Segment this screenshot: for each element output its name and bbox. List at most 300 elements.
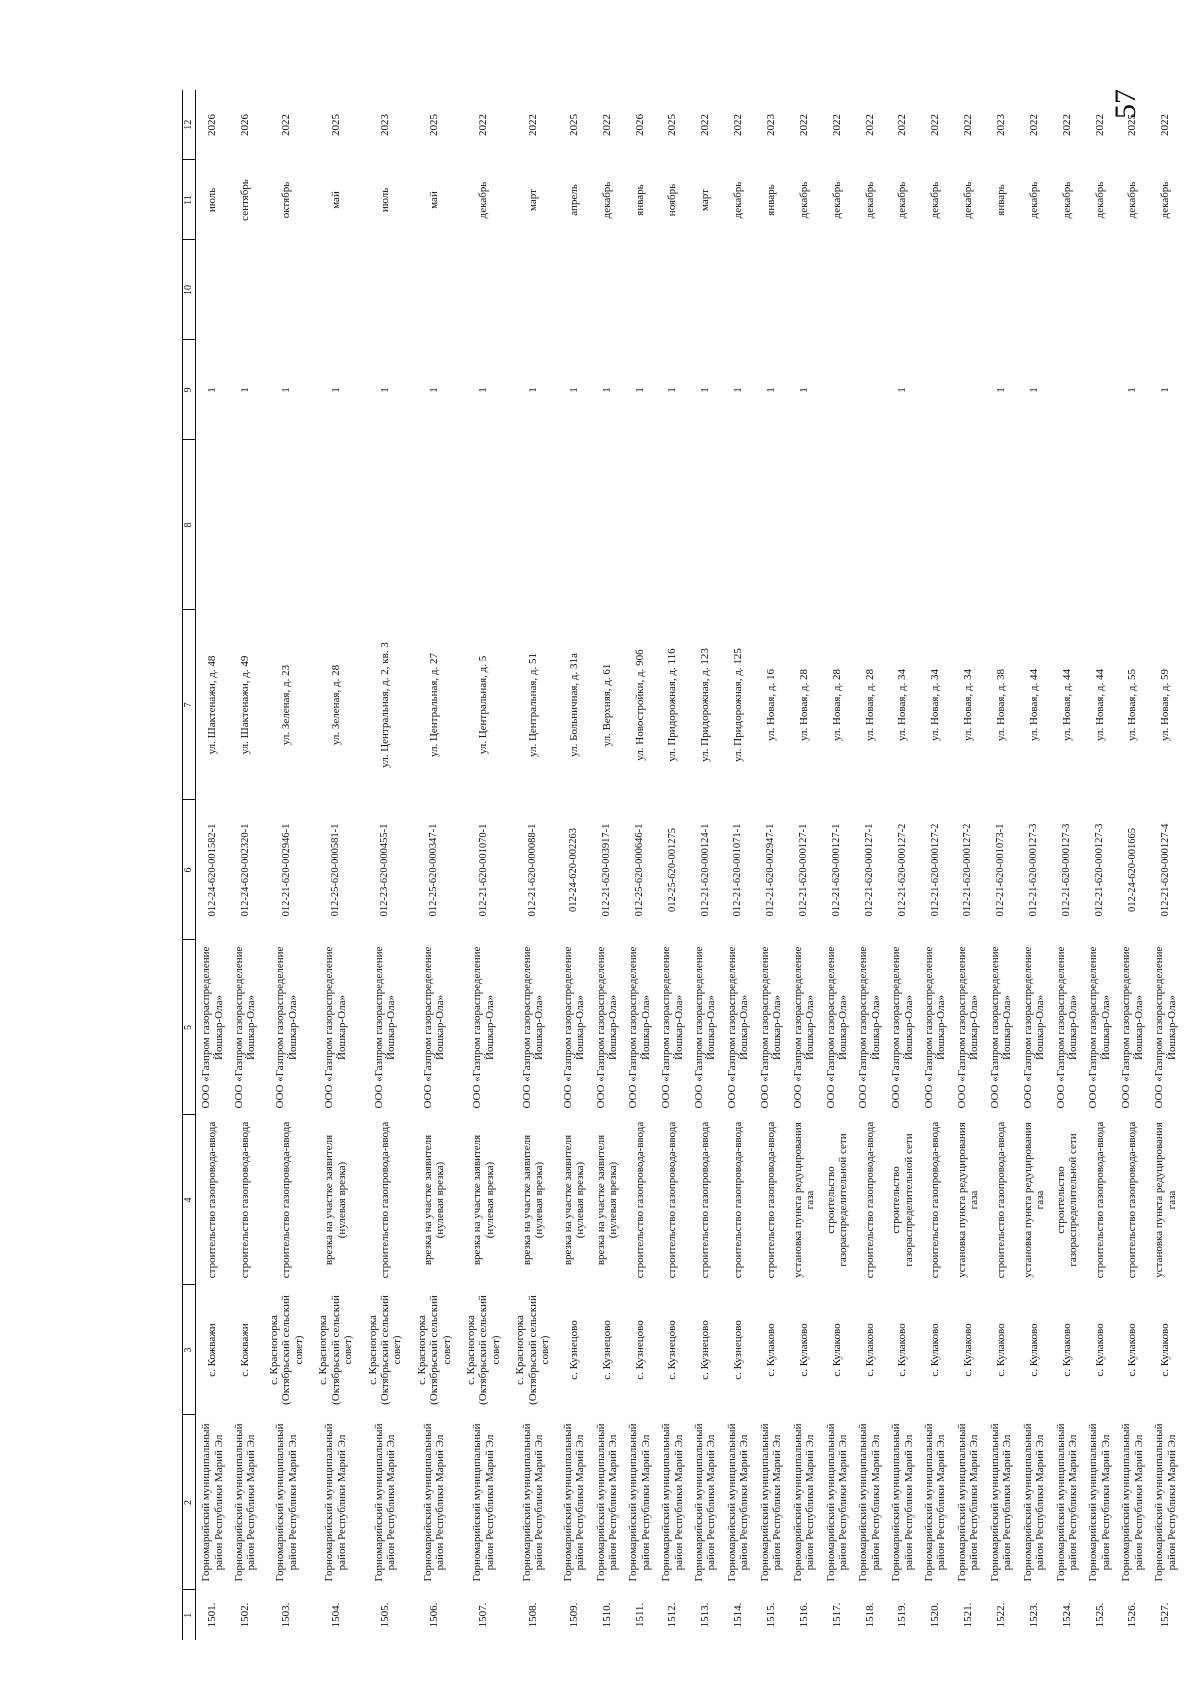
row-number-cell: 1510. xyxy=(600,1602,613,1628)
work-type-cell: строительство газопровода-ввода xyxy=(732,1121,745,1279)
work-type-cell: врезка на участке заявителя (нулевая врезка) xyxy=(594,1134,619,1266)
work-type-cell: установка пункта редуцирования газа xyxy=(955,1122,981,1278)
address-cell: ул. Верхняя, д. 61 xyxy=(600,663,613,747)
column-header-1: 1 xyxy=(183,1590,196,1640)
settlement-cell: с. Кулаково xyxy=(1093,1323,1106,1377)
settlement-cell: с. Кулаково xyxy=(1126,1323,1139,1377)
row-number-cell: 1501. xyxy=(206,1602,219,1628)
address-cell: ул. Новая, д. 28 xyxy=(863,668,876,742)
month-cell: ноябрь xyxy=(666,183,679,217)
district-cell: Горномарийский муниципальный район Республики Марий Эл xyxy=(988,1423,1014,1582)
month-cell: январь xyxy=(633,184,646,216)
organization-cell: ООО «Газпром газораспределение Йошкар-Ола» xyxy=(200,946,225,1109)
year-cell: 2022 xyxy=(962,114,975,136)
address-cell: ул. Новая, д. 44 xyxy=(1093,668,1106,742)
district-cell: Горномарийский муниципальный район Республики Марий Эл xyxy=(693,1423,718,1582)
column-9-cell: 1 xyxy=(764,387,777,393)
column-9-cell: 1 xyxy=(699,387,712,393)
column-10-cell xyxy=(459,240,508,340)
organization-cell: ООО «Газпром газораспределение Йошкар-Ола» xyxy=(627,946,652,1109)
organization-cell: ООО «Газпром газораспределение Йошкар-Ола» xyxy=(923,946,948,1109)
row-number-cell: 1517. xyxy=(830,1602,843,1628)
settlement-cell: с. Кулаково xyxy=(1159,1323,1172,1377)
address-cell: ул. Новая, д. 34 xyxy=(962,668,975,742)
application-code-cell: 012-21-620-000127-3 xyxy=(1061,823,1072,917)
year-cell: 2025 xyxy=(567,114,580,136)
application-code-cell: 012-21-620-000127-4 xyxy=(1159,823,1171,917)
column-9-cell: 1 xyxy=(1027,387,1040,393)
application-code-cell: 012-24-620-002320-1 xyxy=(239,823,251,917)
month-cell: декабрь xyxy=(1159,181,1172,219)
year-cell: 2022 xyxy=(863,114,876,136)
year-cell: 2022 xyxy=(1027,114,1040,136)
row-number-cell: 1522. xyxy=(995,1602,1007,1628)
year-cell: 2026 xyxy=(239,114,252,136)
column-header-5: 5 xyxy=(183,940,196,1115)
address-cell: ул. Новая, д. 16 xyxy=(764,668,777,742)
column-10-cell xyxy=(689,240,722,340)
column-10-cell xyxy=(853,240,886,340)
year-cell: 2022 xyxy=(526,114,539,136)
month-cell: октябрь xyxy=(280,181,293,219)
district-cell: Горномарийский муниципальный район Республики Марий Эл xyxy=(627,1423,652,1582)
column-10-cell xyxy=(590,240,623,340)
row-number-cell: 1506. xyxy=(428,1602,441,1628)
year-cell: 2025 xyxy=(666,114,679,136)
district-cell: Горномарийский муниципальный район Республики Марий Эл xyxy=(1087,1423,1112,1582)
settlement-cell: с. Красногорка (Октябрьский сельский совет) xyxy=(366,1295,404,1405)
district-cell: Горномарийский муниципальный район Республики Марий Эл xyxy=(955,1423,981,1582)
organization-cell: ООО «Газпром газораспределение Йошкар-Ола» xyxy=(372,946,398,1109)
work-type-cell: строительство газопровода-ввода xyxy=(1126,1121,1139,1279)
organization-cell: ООО «Газпром газораспределение Йошкар-Ола» xyxy=(1021,946,1047,1109)
table-row xyxy=(1116,90,1149,1640)
month-cell: апрель xyxy=(567,184,580,216)
address-cell: ул. Новая, д. 34 xyxy=(929,668,942,742)
row-number-cell: 1511. xyxy=(633,1602,646,1628)
column-9-cell: 1 xyxy=(477,387,490,393)
application-code-cell: 012-21-620-000127-1 xyxy=(863,823,875,917)
row-number-cell: 1518. xyxy=(863,1602,876,1628)
year-cell: 2026 xyxy=(206,114,219,136)
column-8-cell xyxy=(820,440,853,610)
row-number-cell: 1509. xyxy=(567,1602,580,1628)
column-header-12: 12 xyxy=(183,90,196,160)
column-10-cell xyxy=(1083,240,1116,340)
year-cell: 2022 xyxy=(280,114,293,136)
table-row xyxy=(262,90,311,1640)
column-8-cell xyxy=(919,440,952,610)
column-8-cell xyxy=(360,440,409,610)
work-type-cell: строительство газопровода-ввода xyxy=(764,1121,777,1279)
column-10-cell xyxy=(623,240,656,340)
row-number-cell: 1527. xyxy=(1159,1602,1172,1628)
settlement-cell: с. Кузнецово xyxy=(666,1320,679,1380)
column-10-cell xyxy=(985,240,1018,340)
application-code-cell: 012-21-620-000127-3 xyxy=(1028,823,1040,917)
settlement-cell: с. Кулаково xyxy=(797,1323,810,1377)
organization-cell: ООО «Газпром газораспределение Йошкар-Ола» xyxy=(1087,946,1112,1109)
column-10-cell xyxy=(952,240,985,340)
column-8-cell xyxy=(262,440,311,610)
column-9-cell xyxy=(1083,340,1116,440)
organization-cell: ООО «Газпром газораспределение Йошкар-Ола» xyxy=(233,946,258,1109)
column-8-cell xyxy=(459,440,508,610)
table-row xyxy=(722,90,755,1640)
settlement-cell: с. Кожважи xyxy=(239,1323,252,1377)
table-row xyxy=(229,90,262,1640)
table-row xyxy=(755,90,788,1640)
district-cell: Горномарийский муниципальный район Республики Марий Эл xyxy=(758,1423,784,1582)
column-10-cell xyxy=(1149,240,1182,340)
row-number-cell: 1503. xyxy=(280,1602,293,1628)
month-cell: декабрь xyxy=(863,181,876,219)
row-number-cell: 1515. xyxy=(764,1602,777,1628)
settlement-cell: с. Красногорка (Октябрьский сельский совет) xyxy=(268,1295,305,1405)
column-10-cell xyxy=(1116,240,1149,340)
column-9-cell: 1 xyxy=(600,387,613,393)
column-9-cell xyxy=(952,340,985,440)
application-code-cell: 012-23-620-000455-1 xyxy=(379,823,391,917)
row-number-cell: 1526. xyxy=(1126,1602,1139,1628)
month-cell: май xyxy=(428,191,441,209)
column-header-9: 9 xyxy=(183,340,196,440)
year-cell: 2022 xyxy=(1159,114,1172,136)
address-cell: ул. Зеленая, д. 28 xyxy=(329,664,342,746)
district-cell: Горномарийский муниципальный район Республики Марий Эл xyxy=(1120,1423,1145,1582)
year-cell: 2023 xyxy=(995,114,1007,136)
settlement-cell: с. Кулаково xyxy=(929,1323,942,1377)
district-cell: Горномарийский муниципальный район Республики Марий Эл xyxy=(660,1423,685,1582)
column-10-cell xyxy=(1050,240,1083,340)
organization-cell: ООО «Газпром газораспределение Йошкар-Ола» xyxy=(890,946,915,1109)
work-type-cell: врезка на участке заявителя (нулевая врезка) xyxy=(561,1134,586,1266)
column-9-cell: 1 xyxy=(797,387,810,393)
table-row xyxy=(985,90,1018,1640)
organization-cell: ООО «Газпром газораспределение Йошкар-Ола» xyxy=(725,946,751,1109)
work-type-cell: строительство газопровода-ввода xyxy=(929,1121,942,1279)
year-cell: 2022 xyxy=(699,114,712,136)
address-cell: ул. Центральная, д. 2, кв. 3 xyxy=(378,642,391,768)
table-row xyxy=(360,90,409,1640)
column-8-cell xyxy=(788,440,821,610)
column-header-10: 10 xyxy=(183,240,196,340)
application-code-cell: 012-21-620-000127-2 xyxy=(896,823,908,917)
organization-cell: ООО «Газпром газораспределение Йошкар-Ола» xyxy=(857,946,882,1109)
month-cell: июль xyxy=(378,187,391,213)
column-9-cell: 1 xyxy=(732,387,745,393)
table-row xyxy=(508,90,557,1640)
settlement-cell: с. Красногорка (Октябрьский сельский совет) xyxy=(415,1295,453,1405)
organization-cell: ООО «Газпром газораспределение Йошкар-Ола» xyxy=(471,946,496,1109)
row-number-cell: 1502. xyxy=(239,1602,252,1628)
work-type-cell: строительство газопровода-ввода xyxy=(378,1121,391,1279)
column-10-cell xyxy=(722,240,755,340)
column-9-cell: 1 xyxy=(896,387,909,393)
column-10-cell xyxy=(360,240,409,340)
district-cell: Горномарийский муниципальный район Республики Марий Эл xyxy=(1054,1423,1079,1582)
column-9-cell: 1 xyxy=(1126,387,1139,393)
row-number-cell: 1521. xyxy=(962,1602,975,1628)
month-cell: сентябрь xyxy=(239,179,252,221)
column-9-cell: 1 xyxy=(633,387,646,393)
column-8-cell xyxy=(656,440,689,610)
organization-cell: ООО «Газпром газораспределение Йошкар-Ола» xyxy=(791,946,816,1109)
district-cell: Горномарийский муниципальный район Республики Марий Эл xyxy=(422,1423,447,1582)
application-code-cell: 012-21-620-001070-1 xyxy=(477,823,489,917)
month-cell: декабрь xyxy=(1060,181,1073,219)
year-cell: 2023 xyxy=(764,114,777,136)
district-cell: Горномарийский муниципальный район Республики Марий Эл xyxy=(200,1423,225,1582)
month-cell: декабрь xyxy=(600,181,613,219)
organization-cell: ООО «Газпром газораспределение Йошкар-Ола» xyxy=(758,946,784,1109)
work-type-cell: врезка на участке заявителя (нулевая врезка) xyxy=(323,1134,348,1266)
table-row xyxy=(590,90,623,1640)
column-9-cell xyxy=(853,340,886,440)
district-cell: Горномарийский муниципальный район Республики Марий Эл xyxy=(725,1423,751,1582)
organization-cell: ООО «Газпром газораспределение Йошкар-Ола» xyxy=(693,946,718,1109)
work-type-cell: строительство газораспределительной сети xyxy=(824,1133,849,1267)
column-9-cell: 1 xyxy=(239,387,252,393)
column-8-cell xyxy=(1083,440,1116,610)
application-code-cell: 012-21-620-001073-1 xyxy=(995,823,1007,917)
settlement-cell: с. Кузнецово xyxy=(600,1320,613,1380)
column-8-cell xyxy=(311,440,360,610)
application-code-cell: 012-21-620-000127-1 xyxy=(798,823,810,917)
application-code-cell: 012-25-620-000347-1 xyxy=(428,823,440,917)
column-10-cell xyxy=(788,240,821,340)
column-9-cell xyxy=(1050,340,1083,440)
settlement-cell: с. Кузнецово xyxy=(567,1320,580,1380)
row-number-cell: 1523. xyxy=(1027,1602,1040,1628)
organization-cell: ООО «Газпром газораспределение Йошкар-Ола» xyxy=(988,946,1014,1109)
month-cell: декабрь xyxy=(1126,181,1139,219)
schedule-table xyxy=(182,90,1182,1640)
application-code-cell: 012-24-620-001665 xyxy=(1126,828,1138,912)
settlement-cell: с. Кулаково xyxy=(830,1323,843,1377)
year-cell: 2023 xyxy=(378,114,391,136)
district-cell: Горномарийский муниципальный район Республики Марий Эл xyxy=(323,1423,348,1582)
column-10-cell xyxy=(196,240,230,340)
year-cell: 2022 xyxy=(1060,114,1073,136)
address-cell: ул. Новая, д. 38 xyxy=(995,668,1007,742)
application-code-cell: 012-21-620-000127-1 xyxy=(830,823,842,917)
table-row xyxy=(689,90,722,1640)
district-cell: Горномарийский муниципальный район Республики Марий Эл xyxy=(824,1423,849,1582)
column-8-cell xyxy=(689,440,722,610)
column-8-cell xyxy=(853,440,886,610)
district-cell: Горномарийский муниципальный район Республики Марий Эл xyxy=(923,1423,948,1582)
settlement-cell: с. Кулаково xyxy=(962,1323,975,1377)
organization-cell: ООО «Газпром газораспределение Йошкар-Ола» xyxy=(1153,946,1178,1109)
organization-cell: ООО «Газпром газораспределение Йошкар-Ола» xyxy=(274,946,299,1109)
address-cell: ул. Придорожная, д. 123 xyxy=(699,648,712,762)
year-cell: 2022 xyxy=(830,114,843,136)
organization-cell: ООО «Газпром газораспределение Йошкар-Ола» xyxy=(1120,946,1145,1109)
year-cell: 2025 xyxy=(428,114,441,136)
address-cell: ул. Новая, д. 44 xyxy=(1060,668,1073,742)
column-header-7: 7 xyxy=(183,610,196,800)
application-code-cell: 012-21-620-000088-1 xyxy=(527,823,539,917)
month-cell: декабрь xyxy=(929,181,942,219)
district-cell: Горномарийский муниципальный район Республики Марий Эл xyxy=(471,1423,496,1582)
column-10-cell xyxy=(410,240,459,340)
row-number-cell: 1513. xyxy=(699,1602,712,1628)
row-number-cell: 1520. xyxy=(929,1602,942,1628)
column-9-cell: 1 xyxy=(280,387,293,393)
settlement-cell: с. Кожважи xyxy=(206,1323,219,1377)
application-code-cell: 012-21-620-001071-1 xyxy=(732,823,744,917)
district-cell: Горномарийский муниципальный район Республики Марий Эл xyxy=(594,1423,619,1582)
month-cell: май xyxy=(329,191,342,209)
table-body xyxy=(196,90,1183,1640)
table-row xyxy=(656,90,689,1640)
table-row xyxy=(1083,90,1116,1640)
month-cell: январь xyxy=(764,184,777,216)
settlement-cell: с. Красногорка (Октябрьский сельский совет) xyxy=(317,1295,354,1405)
table-row xyxy=(311,90,360,1640)
year-cell: 2025 xyxy=(1126,114,1139,136)
settlement-cell: с. Кузнецово xyxy=(732,1320,745,1380)
address-cell: ул. Новая, д. 28 xyxy=(797,668,810,742)
work-type-cell: строительство газопровода-ввода xyxy=(280,1121,293,1279)
column-10-cell xyxy=(820,240,853,340)
district-cell: Горномарийский муниципальный район Республики Марий Эл xyxy=(791,1423,816,1582)
application-code-cell: 012-24-620-001582-1 xyxy=(206,823,218,917)
table-row xyxy=(196,90,230,1640)
settlement-cell: с. Кулаково xyxy=(896,1323,909,1377)
column-8-cell xyxy=(196,440,230,610)
column-8-cell xyxy=(623,440,656,610)
month-cell: декабрь xyxy=(732,181,745,219)
year-cell: 2022 xyxy=(600,114,613,136)
district-cell: Горномарийский муниципальный район Республики Марий Эл xyxy=(890,1423,915,1582)
work-type-cell: врезка на участке заявителя (нулевая врезка) xyxy=(471,1134,496,1266)
column-10-cell xyxy=(656,240,689,340)
column-header-11: 11 xyxy=(183,160,196,240)
application-code-cell: 012-21-620-002946-1 xyxy=(280,823,292,917)
column-10-cell xyxy=(558,240,591,340)
column-header-2: 2 xyxy=(183,1415,196,1590)
page-number: 57 xyxy=(1109,89,1142,119)
month-cell: декабрь xyxy=(830,181,843,219)
address-cell: ул. Шактенажи, д. 48 xyxy=(206,655,219,755)
address-cell: ул. Новая, д. 34 xyxy=(896,668,909,742)
settlement-cell: с. Кузнецово xyxy=(699,1320,712,1380)
application-code-cell: 012-25-620-000646-1 xyxy=(633,823,645,917)
column-9-cell: 1 xyxy=(206,387,219,393)
column-9-cell: 1 xyxy=(666,387,679,393)
column-9-cell: 1 xyxy=(567,387,580,393)
settlement-cell: с. Красногорка (Октябрьский сельский совет) xyxy=(514,1295,552,1405)
address-cell: ул. Новая, д. 44 xyxy=(1027,668,1040,742)
table-row xyxy=(410,90,459,1640)
column-10-cell xyxy=(755,240,788,340)
address-cell: ул. Новая, д. 55 xyxy=(1126,668,1139,742)
work-type-cell: строительство газопровода-ввода xyxy=(1093,1121,1106,1279)
row-number-cell: 1504. xyxy=(329,1602,342,1628)
address-cell: ул. Центральная, д. 27 xyxy=(428,652,441,758)
address-cell: ул. Шактенажи, д. 49 xyxy=(239,655,252,755)
address-cell: ул. Больничная, д. 31а xyxy=(567,653,580,757)
organization-cell: ООО «Газпром газораспределение Йошкар-Ола» xyxy=(1054,946,1079,1109)
work-type-cell: строительство газопровода-ввода xyxy=(666,1121,679,1279)
column-8-cell xyxy=(1050,440,1083,610)
table-row xyxy=(623,90,656,1640)
application-code-cell: 012-21-620-003917-1 xyxy=(600,823,612,917)
address-cell: ул. Новая, д. 28 xyxy=(830,668,843,742)
work-type-cell: строительство газораспределительной сети xyxy=(890,1133,915,1267)
application-code-cell: 012-21-620-002947-1 xyxy=(765,823,777,917)
work-type-cell: строительство газопровода-ввода xyxy=(633,1121,646,1279)
month-cell: март xyxy=(526,189,539,211)
month-cell: декабрь xyxy=(962,181,975,219)
organization-cell: ООО «Газпром газораспределение Йошкар-Ола» xyxy=(561,946,586,1109)
month-cell: декабрь xyxy=(1093,181,1106,219)
table-row xyxy=(886,90,919,1640)
year-cell: 2022 xyxy=(797,114,810,136)
year-cell: 2026 xyxy=(633,114,646,136)
work-type-cell: врезка на участке заявителя (нулевая врезка) xyxy=(520,1134,545,1266)
settlement-cell: с. Красногорка (Октябрьский сельский совет) xyxy=(465,1295,502,1405)
column-8-cell xyxy=(952,440,985,610)
district-cell: Горномарийский муниципальный район Республики Марий Эл xyxy=(372,1423,398,1582)
row-number-cell: 1512. xyxy=(666,1602,679,1628)
column-8-cell xyxy=(558,440,591,610)
table-row xyxy=(1050,90,1083,1640)
organization-cell: ООО «Газпром газораспределение Йошкар-Ола» xyxy=(660,946,685,1109)
district-cell: Горномарийский муниципальный район Республики Марий Эл xyxy=(520,1423,545,1582)
work-type-cell: строительство газораспределительной сети xyxy=(1054,1133,1079,1267)
application-code-cell: 012-24-620-002263 xyxy=(568,828,580,912)
table-row xyxy=(459,90,508,1640)
column-8-cell xyxy=(410,440,459,610)
column-10-cell xyxy=(919,240,952,340)
column-8-cell xyxy=(1116,440,1149,610)
organization-cell: ООО «Газпром газораспределение Йошкар-Ола» xyxy=(323,946,348,1109)
address-cell: ул. Новая, д. 59 xyxy=(1159,668,1172,742)
district-cell: Горномарийский муниципальный район Республики Марий Эл xyxy=(561,1423,586,1582)
column-9-cell xyxy=(919,340,952,440)
work-type-cell: строительство газопровода-ввода xyxy=(863,1121,876,1279)
table-row xyxy=(1149,90,1182,1640)
column-9-cell: 1 xyxy=(378,387,391,393)
work-type-cell: установка пункта редуцирования газа xyxy=(791,1122,816,1278)
work-type-cell: строительство газопровода-ввода xyxy=(206,1121,219,1279)
address-cell: ул. Новостройки, д. 90б xyxy=(633,649,646,761)
settlement-cell: с. Кулаково xyxy=(1027,1323,1040,1377)
column-header-8: 8 xyxy=(183,440,196,610)
address-cell: ул. Зеленая, д. 23 xyxy=(280,664,293,746)
year-cell: 2022 xyxy=(477,114,490,136)
district-cell: Горномарийский муниципальный район Республики Марий Эл xyxy=(857,1423,882,1582)
row-number-cell: 1525. xyxy=(1093,1602,1106,1628)
row-number-cell: 1514. xyxy=(732,1602,745,1628)
organization-cell: ООО «Газпром газораспределение Йошкар-Ола» xyxy=(955,946,981,1109)
row-number-cell: 1505. xyxy=(378,1602,391,1628)
column-8-cell xyxy=(1018,440,1051,610)
column-10-cell xyxy=(262,240,311,340)
month-cell: июль xyxy=(206,187,219,213)
year-cell: 2022 xyxy=(896,114,909,136)
work-type-cell: врезка на участке заявителя (нулевая врезка) xyxy=(422,1134,447,1266)
column-8-cell xyxy=(755,440,788,610)
column-8-cell xyxy=(886,440,919,610)
organization-cell: ООО «Газпром газораспределение Йошкар-Ола» xyxy=(824,946,849,1109)
column-9-cell: 1 xyxy=(995,387,1007,393)
column-9-cell: 1 xyxy=(1159,387,1172,393)
month-cell: январь xyxy=(995,184,1007,216)
